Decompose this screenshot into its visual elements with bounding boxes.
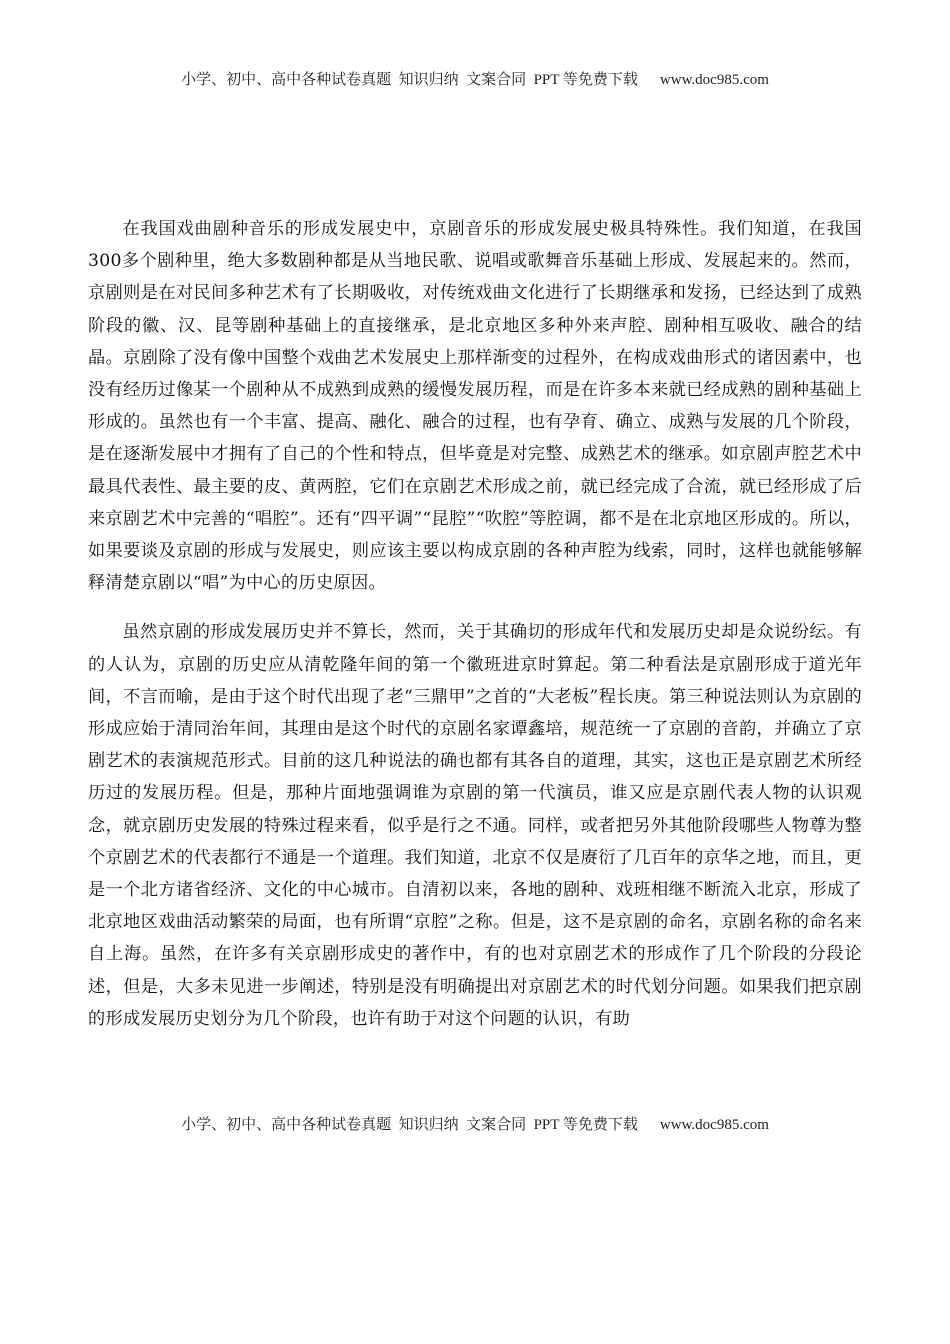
paragraph-2: 虽然京剧的形成发展历史并不算长，然而，关于其确切的形成年代和发展历史却是众说纷纭。有的人认为，京剧的历史应从清乾隆年间的第一个徽班进京时算起。第二种看法是京剧形成于道光年间，不言而喻，是由于这个时代出现了老“三鼎甲”之首的“大老板”程长庚。第三种说法则认为京剧的形成应始于清同治年间，其理由是这个时代的京剧名家谭鑫培，规范统一了京剧的音韵，并确立了京剧艺术的表演规范形式。目前的这几种说法的确也都有其各自的道理，其实，这也正是京剧艺术所经历过的发展历程。但是，那种片面地强调谁为京剧的第一代演员，谁又应是京剧代表人物的认识观念，就京剧历史发展的特殊过程来看，似乎是行之不通。同样，或者把另外其他阶段哪些人物尊为整个京剧艺术的代表都行不通是一个道理。我们知道，北京不仅是赓衍了几百年的京华之地，而且，更是一个北方诸省经济、文化的中心城市。自清初以来，各地的剧种、戏班相继不断流入北京，形成了北京地区戏曲活动繁荣的局面，也有所谓“京腔”之称。但是，这不是京剧的命名，京剧名称的命名来自上海。虽然，在许多有关京剧形成史的著作中，有的也对京剧艺术的形成作了几个阶段的分段论述，但是，大多未见进一步阐述，特别是没有明确提出对京剧艺术的时代划分问题。如果我们把京剧的形成发展历史划分为几个阶段，也许有助于对这个问题的认识，有助	[88, 622, 862, 1029]
header-site-link[interactable]: www.doc985.com	[659, 72, 769, 88]
header-slogan: 小学、初中、高中各种试卷真题 知识归纳 文案合同 PPT 等免费下载	[181, 72, 638, 88]
page-header	[0, 68, 950, 89]
page-footer	[0, 1113, 950, 1134]
footer-site-link[interactable]: www.doc985.com	[659, 1117, 769, 1133]
document-body	[88, 213, 862, 1035]
paragraph-1: 在我国戏曲剧种音乐的形成发展史中，京剧音乐的形成发展史极具特殊性。我们知道，在我国300多个剧种里，绝大多数剧种都是从当地民歌、说唱或歌舞音乐基础上形成、发展起来的。然而，京剧则是在对民间多种艺术有了长期吸收，对传统戏曲文化进行了长期继承和发扬，已经达到了成熟阶段的徽、汉、昆等剧种基础上的直接继承，是北京地区多种外来声腔、剧种相互吸收、融合的结晶。京剧除了没有像中国整个戏曲艺术发展史上那样渐变的过程外，在构成戏曲形式的诸因素中，也没有经历过像某一个剧种从不成熟到成熟的缓慢发展历程，而是在许多本来就已经成熟的剧种基础上形成的。虽然也有一个丰富、提高、融化、融合的过程，也有孕育、确立、成熟与发展的几个阶段，是在逐渐发展中才拥有了自己的个性和特点，但毕竟是对完整、成熟艺术的继承。如京剧声腔艺术中最具代表性、最主要的皮、黄两腔，它们在京剧艺术形成之前，就已经完成了合流，就已经形成了后来京剧艺术中完善的“唱腔”。还有“四平调”“昆腔”“吹腔”等腔调，都不是在北京地区形成的。所以，如果要谈及京剧的形成与发展史，则应该主要以构成京剧的各种声腔为线索，同时，这样也就能够解释清楚京剧以“唱”为中心的历史原因。	[88, 219, 862, 594]
footer-slogan: 小学、初中、高中各种试卷真题 知识归纳 文案合同 PPT 等免费下载	[181, 1117, 638, 1133]
